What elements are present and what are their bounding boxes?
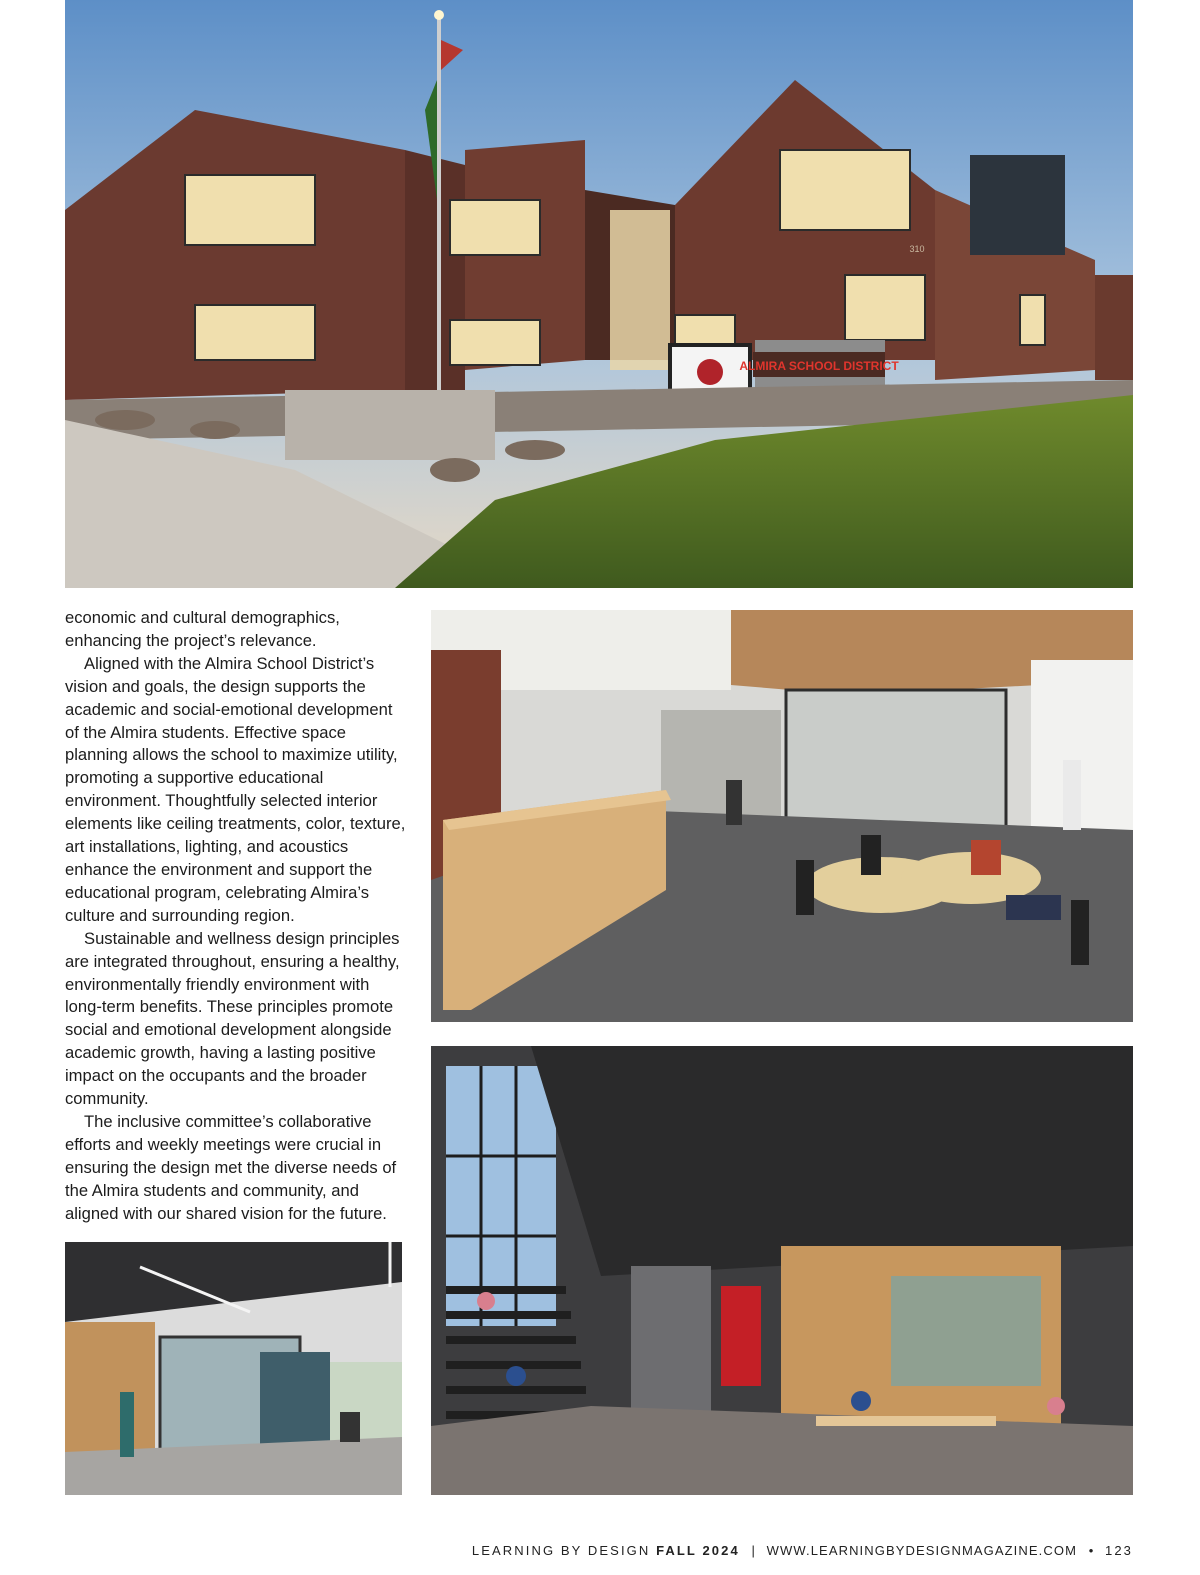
website-url[interactable]: WWW.LEARNINGBYDESIGNMAGAZINE.COM — [766, 1543, 1077, 1558]
article-paragraph: The inclusive committee’s collaborative efforts and weekly meetings were crucial in ensuring the design met the diverse needs of the Almira students and community, and aligned with our shared vision for the future. — [65, 1111, 397, 1223]
address-number: 310 — [909, 244, 925, 254]
stair-photo — [431, 1046, 1133, 1495]
article-body — [65, 607, 410, 1225]
page-footer — [472, 1543, 1133, 1558]
article-paragraph: Sustainable and wellness design principles are integrated throughout, ensuring a healthy, environmentally friendly environment with long-term benefits. These principles promote social and emotional development alongside academic growth, having a lasting positive impact on the occupants and the broader community. — [65, 928, 400, 1109]
magazine-name: LEARNING BY DESIGN — [471, 1543, 651, 1558]
footer-separator: | — [751, 1543, 755, 1558]
school-sign-text: ALMIRA SCHOOL DISTRICT — [739, 359, 899, 373]
page-number: 123 — [1105, 1543, 1133, 1558]
commons-photo — [431, 610, 1133, 1022]
exterior-photo — [65, 0, 1133, 588]
article-paragraph: economic and cultural demographics, enhancing the project’s relevance. — [65, 608, 340, 650]
footer-bullet: • — [1088, 1543, 1094, 1558]
issue-label: FALL 2024 — [656, 1543, 740, 1558]
article-paragraph: Aligned with the Almira School District’s vision and goals, the design supports the academic and social-emotional development of the Almira students. Effective space planning allows the school to maximize utility, promoting a supportive educational environment. Thoughtfully selected interior elements like ceiling treatments, color, texture, art installations, lighting, and acoustics enhance the environment and support the educational program, celebrating Almira’s culture and surrounding region. — [65, 653, 406, 925]
corridor-photo — [65, 1242, 402, 1495]
